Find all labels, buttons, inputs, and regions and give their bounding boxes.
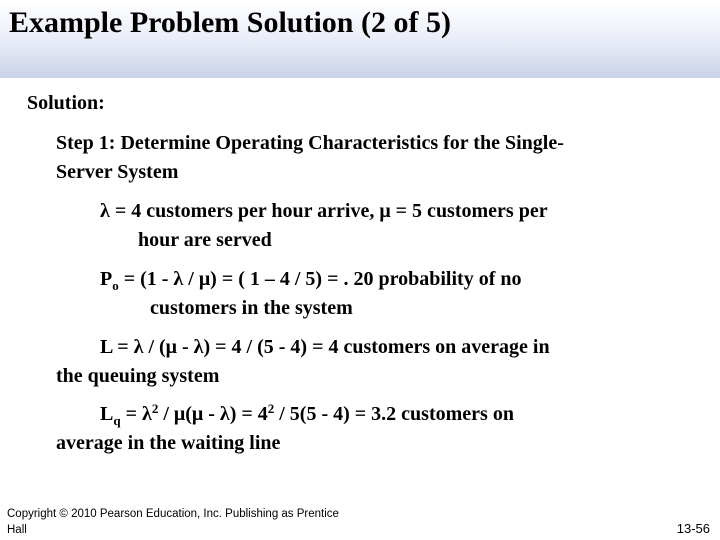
solution-label: Solution: [27, 92, 105, 114]
Lq-symbol: L [100, 403, 114, 425]
lambda-mu-line1: λ = 4 customers per hour arrive, μ = 5 customers per [100, 200, 548, 222]
Lq-line2: average in the waiting line [56, 432, 281, 454]
Lq-part2: / μ(μ - λ) = 4 [158, 403, 268, 425]
Lq-exponent1: 2 [151, 401, 159, 416]
po-symbol: P [100, 268, 113, 290]
copyright-notice [7, 506, 339, 538]
step1-line1: Step 1: Determine Operating Characteristics for the Single- [56, 132, 564, 154]
L-formula: L = λ / (μ - λ) = 4 / (5 - 4) = 4 customers on average in [100, 336, 550, 358]
po-equation: = (1 - λ / μ) = ( 1 – 4 / 5) = . 20 probability of no [118, 268, 522, 290]
step1-line2: Server System [56, 161, 179, 183]
po-formula [100, 268, 521, 291]
po-line2: customers in the system [150, 297, 353, 319]
po-subscript: o [112, 278, 119, 293]
Lq-part3: / 5(5 - 4) = 3.2 customers on [274, 403, 514, 425]
page-number: 13-56 [676, 521, 710, 536]
lambda-mu-line2: hour are served [138, 229, 272, 251]
copyright-line2: Hall [7, 524, 27, 536]
Lq-formula [100, 403, 514, 426]
Lq-subscript: q [113, 413, 121, 428]
copyright-line1: Copyright © 2010 Pearson Education, Inc. Publishing as Prentice [7, 508, 339, 520]
Lq-exponent2: 2 [267, 401, 275, 416]
L-line2: the queuing system [56, 365, 220, 387]
Lq-part1: = λ [120, 403, 152, 425]
slide-title: Example Problem Solution (2 of 5) [9, 6, 451, 39]
